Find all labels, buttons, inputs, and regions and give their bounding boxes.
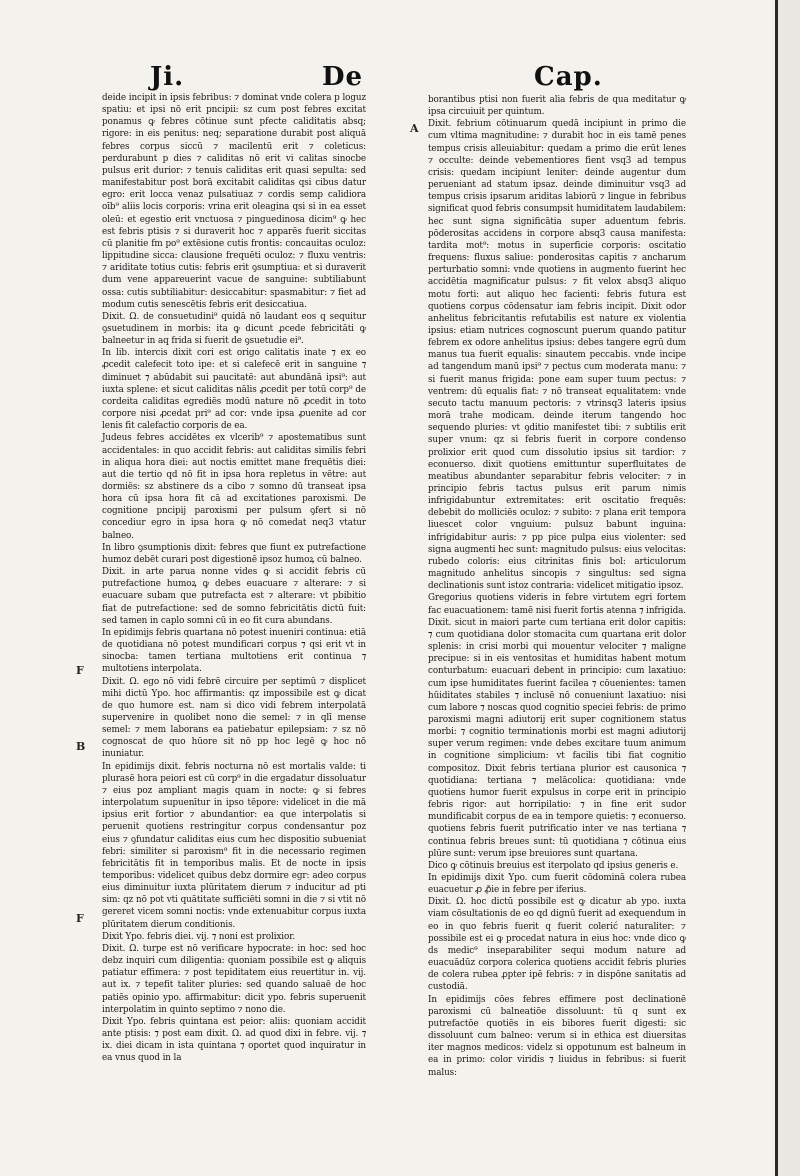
right-text-column [428,94,686,1079]
margin-mark-a: A [410,122,419,135]
paragraph: Dixit. in arte parua nonne vides ꝙ si accidit febris cū putrefactione humoꝝ ꝙ debes euacuare ⁊ alterare: ⁊ si euacuare subam que putrefacta est ⁊ alterare: vt pbibitio fiat de putrefactione: sed de somno febricitātis dictū fuit: sed tamen in caplo somni cū in eo fit cura abundans. [102,567,366,626]
paragraph: In epidimijs dixit. febris nocturna nō est mortalis valde: ti plurasē hora peiori est cū corp⁹ in die ergadatur dissoluatur ⁊ eius poz ampliant magis quam in nocte: ꝙ si febres interpolatum supuenītur in ipso tēpore: videlicet in die mā ipsius erit fortior ⁊ abundantior: ea que interpolatis si peruenit quotiens restringitur corpus condensantur poz eius ⁊ ꝯfundatur caliditas eius cum hec dispositio subueniat febri: similiter si paroxism⁹ fit in die necessario regimen febricitātis fit in temporibus malis. Et de nocte in ipsis temporibus: videlicet quibus debz dormire egr: adeo corpus eius diminuitur iuxta plūritatem dierum ⁊ inducitur ad pti sim: qz nō pot vti quātitate sufficiēti somni in die ⁊ si vtit nō gereret vicem somni noctis: vnde extenuabitur corpus iuxta plūritatem dierum conditionis. [102,761,366,930]
paragraph: Dixit. Ω. turpe est nō verificare hypocrate: in hoc: sed hoc debz inquiri cum diligentia: quoniam possibile est ꝙ aliquis patiatur effimera: ⁊ post tepiditatem eius reuertitur in. vij. aut ix. ⁊ tepefit taliter pluries: sed quando saluaē de hoc patiēs opinio ypo. affirmabitur: dicit ypo. febris superuenit interpolatim in quinto septimo ⁊ nono die. [102,943,366,1015]
margin-mark-b: B [76,740,86,753]
paragraph: In lib. intercis dixit cori est origo calitatis inate ⁊ ex eo ꝓcedit calefecit toto ipe: et si calefecē erit in sanguine ⁊ diminuet ⁊ abūdabit sui paucitatē: aut abundānā ipsi⁹: aut iuxta splene: et sicut caliditas nālis ꝓcedit per totū corp⁹ de cordeita caliditas egrediēs modū nature nō ꝓcedit in toto corpore nisi ꝓcedat pri⁹ ad cor: vnde ipsa ꝓuenite ad cor lenis fit calefactio corporis de ea. [102,348,366,432]
paragraph: Dixit Ypo. febris diei. vij. ⁊ noni est prolixior. [102,931,296,942]
running-head-left: De [322,62,364,92]
paragraph: In libro ꝯsumptionis dixit: febres que fiunt ex putrefactione humoz debēt curari post digestionē ipsoz humoꝝ cū balneo. [102,542,366,565]
paragraph: Dico ꝙ cōtinuis breuius est iterpolato qd ipsius generis e. [428,860,679,871]
margin-mark-f: F [76,664,84,677]
page-edge [775,0,778,1176]
paragraph: In epidimijs dixit Ypo. cum fuerit cōdominā colera rubea euacuetur ꝓ ꝓ̄ie in febre per iferius. [428,873,686,896]
left-text-column [102,92,366,1065]
paragraph: Dixit. Ω. hoc dictū possibile est ꝙ dicatur ab ypo. iuxta viam cōsultationis de eo qd dignū fuerit ad exequendum in eo in quo febris fuerit q fuerit colerić naturaliter: ⁊ possibile est ei ꝙ procedat natura in eius hoc: vnde dico ꝙ ds medic⁹ inseparabiliter sequi modum nature ad euacuādūz corpora colerica quotiens accidit febris pluries de colera rubea ꝓpter ipē febris: ⁊ in dispōne sanitatis ad custodiā. [428,897,686,993]
page-edge-shadow [778,0,800,1176]
margin-mark-f2: F [76,912,84,925]
paragraph: Gregorius quotiens videris in febre virtutem egri fortem fac euacuationem: tamē nisi fuerit fortis atenna ⁊ infrigida. Dixit. sicut in maiori parte cum tertiana erit dolor capitis: ⁊ cum quotidiana dolor stomacita cum quartana erit dolor splenis: in crisi morbi qui mouentur velociter ⁊ maligne precipue: si in eis ventositas et humiditas habent motum conturbatum: euacuari debent in principio: cum laxatiuo: cum ipse humiditates fuerint facilea ⁊ cōuenientes: tamen hūiditates stabiles ⁊ inclusē nō conueniunt laxatiuo: nisi cum labore ⁊ noscas quod cognitio speciei febris: de primo paroxismi magni adiutorij erit super cognitionem status morbi: ⁊ cognitio terminationis morbi est magni adiutorij super verum regimen: vnde debes excitare tuum animum in cognitione simplicium: vt facilis tibi fiat cognitio compositoz. Dixit febris tertiana plurior est causonica ⁊ quotidiana: tertiana ⁊ melācolica: quotidiana: vnde quotiens humor fuerit expulsus in corpe erit in principio febris rigor: aut horripilatio: ⁊ in fine erit sudor mundificabit corpus de ea in tempore quietis: ⁊ econuerso. quotiens febris fuerit putrificatio inter ve nas tertiana ⁊ continua febris breues sunt: tū quotidiana ⁊ cōtinua eius plūre sunt: verum ipse breuiores sunt quartana. [428,593,686,859]
paragraph: deide incipit in ipsis febribus: ⁊ dominat vnde colera p loguz spatiu: et ipsi nō erit pncipii: sz cum post febres excitat ponamus ꝙ febres cōtinue sunt pfecte caliditatis absq; rigore: in eis penitus: neq; separatione durabit post aliquā febres corpus siccū ⁊ macilentū erit ⁊ coleticus: perdurabunt p dies ⁊ caliditas nō erit vi calitas sinocbe pulsus erit durior: ⁊ tenuis caliditas erit quasi sepulta: sed manifestabitur post borā excitabit caliditas qsi cibus datur egro: erit locca venaz pulsatiuaz ⁊ cordis semp calidiora oīb⁹ aliis locis corporis: vrina erit oleagina qsi si in ea esset oleū: et egestio erit vnctuosa ⁊ pinguedinosa dicim⁹ ꝙ hec est febris ptisis ⁊ si duraverit hoc ⁊ apparēs fuerit siccitas cū planitie fm po⁹ extēsione cutis frontis: concauitas oculoz: lippitudine sicca: clausione frequēti oculoz: ⁊ fluxu ventris: ⁊ ariditate totius cutis: febris erit ꝯsumptiua: et si duraverit dum vene appareuerint vacue de sanguine: subtiliabunt ossa: cutis subtiliabitur: desiccabitur: spasmabitur: ⁊ fiet ad modum cutis senescētis febris erit desiccatiua. [102,93,366,310]
paragraph: Dixit. Ω. ego nō vidi febrē circuire per septimū ⁊ displicet mihi dictū Ypo. hoc affirmantis: qz impossibile est ꝙ dicat de quo humore est. nam si dico vidi febrem interpolatā supervenire in quolibet nono die semel: ⁊ in qlī mense semel: ⁊ mem laborans ea patiebatur epilepsiam: ⁊ sz nō cognoscat de quo hūore sit nō pp hoc legē ꝙ hoc nō inuniatur. [102,676,366,760]
paragraph: In epidimijs febris quartana nō potest inueniri continua: etiā de quotidiana nō potest mundificari corpus ⁊ qsi erit vt in sinocba: tamen tertiana multotiens erit continua ⁊ multotiens interpolata. [102,627,366,675]
paragraph: Dixit. febrium cōtinuarum quedā incipiunt in primo die cum vltima magnitudine: ⁊ durabit hoc in eis tamē penes tempus crisis alleuiabitur: quedam a primo die erūt lenes ⁊ occulte: deinde vebementiores fient vsq3 ad tempus crisis: quedam incipiunt leniter: deinde augentur dum perueniant ad statum ipsaz. deinde diminuitur vsq3 ad tempus crisis ipsarum ariditas labiorū ⁊ lingue in febribus significat quod febris consumpsit humiditatem laudabilem: hec sunt signa significātia super aduentum febris. pōderositas accidens in corpore absq3 causa manifesta: tardita mot⁹: motus in superficie corporis: oscitatio frequens: fluxus saliue: ponderositas capitis ⁊ ancharum perturbatio somni: vnde quotiens in augmento fuerint hec accidētia magnificatur pulsus: ⁊ fit velox absq3 aliquo motu forti: aut aliquo hec facienti: febris futura est quotiens corpus cōdensatur iam febris incipit. Dixit odor anhelitus febricitantis refutabilis est nature ex violentia ipsius: etiam nutrices cognoscunt puerum quando patitur febrem ex odore anhelitus ipsius: debes tangere egrū dum manus tua fuerit equalis: sinautem peccabis. vnde incipe ad tangendum manū ipsi⁹ ⁊ pectus cum moderata manu: ⁊ si fuerit manus frigida: pone eam super tuum pectus: ⁊ ventrem: dū equalis fiat: ⁊ nō transeat equalitatem: vnde secuto tactu manuum pectoris: ⁊ vtrinsq3 lateris ipsius morā trahe modicam. deinde iterum tangendo hoc sequendo pluries: vt ꝯditio manifestet tibi: ⁊ subtilis erit super vnum: qz si febris fuerit in corpore condenso prolixior erit quod cum dissolutio ipsius sit tardior: ⁊ econuerso. dixit quotiens emittuntur superfluitates de meatibus abundanter separabitur febris velociter: ⁊ in principio febris tactus pulsus erit parum nimis infrigidabuntur extremitates: erit oscitatio frequēs: debebit do molliciēs oculoz: ⁊ subito: ⁊ plana erit tempora liuescet color vnguium: pulsuz babunt inguina: infrigidabitur auris: ⁊ pp pice pulpa eius violenter: sed signa augmenti hec sunt: magnitudo pulsus: eius velocitas: rubedo coloris: eius citrinitas finis bol: articulorum magnitudo anhelitus sincopis ⁊ singultus: sed signa declinationis sunt istoz contraria: videlicet mitigatio ipsoz. [428,119,686,592]
paragraph: borantibus ptisi non fuerit alia febris de qua meditatur ꝙ ipsa circuiuit per quintum. [428,95,686,118]
paragraph: Judeus febres accidētes ex vlcerib⁹ ⁊ apostematibus sunt accidentales: in quo accidit febris: aut caliditas similis febri in aliqua hora diei: aut noctis emittet mane frequētis diei: aut die tertio qd nō fit in ipsa hora repletus in vētre: aut dormiēs: sz abstinere ds a cibo ⁊ somno dū transeat ipsa hora cū ipsa hora fit cā ad excitationes paroxismi. De cognitione pncipij paroxismi per pulsum ꝯfert si nō concediur egro in ipsa hora ꝙ nō comedat neq3 vtatur balneo. [102,433,366,541]
running-head-right: Cap. [534,62,603,92]
folio-number: Ji. [150,62,185,92]
paragraph: Dixit Ypo. febris quintana est peior: aliis: quoniam accidit ante ptisis: ⁊ post eam dixit. Ω. ad quod dixi in febre. vij. ⁊ ix. diei dicam in ista quintana ⁊ oportet quod inquiratur in ea vnus quod in la [102,1016,366,1064]
paragraph: Dixit. Ω. de consuetudini⁹ quidā nō laudant eos q sequitur ꝯsuetudinem in morbis: ita ꝙ dicunt ꝓcede febricitāti ꝙ balneetur in aq frida si fuerit de ꝯsuetudie ei⁹. [102,311,366,347]
paragraph: In epidimijs cōes febres effimere post declinationē paroxismi cū balneatiōe dissoluunt: tū q sunt ex putrefactōe quotiēs in eis bibores fuerit digesti: sic dissoluunt cum balneo: verum si in ethica est diuersitas iter magnos medicos: videlz si oppotunum est balneum in ea in primo: color viridis ⁊ liuidus in febribus: si fuerit malus: [428,994,686,1078]
